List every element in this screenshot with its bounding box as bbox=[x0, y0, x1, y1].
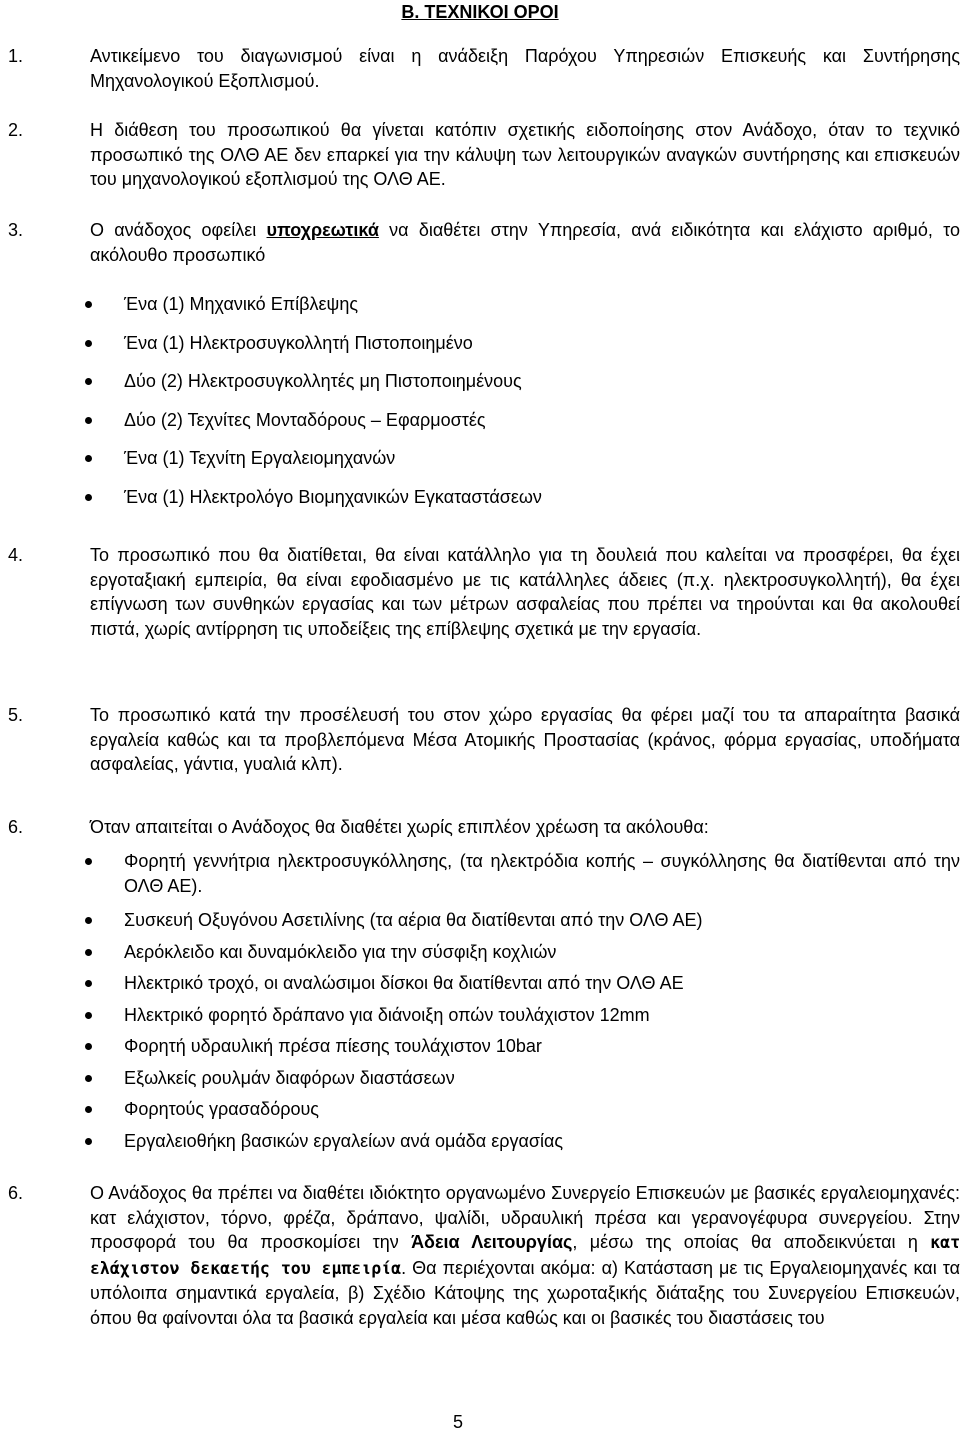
bullet-icon bbox=[85, 378, 92, 385]
bullet-icon bbox=[85, 417, 92, 424]
list-item bbox=[0, 408, 960, 447]
list-item bbox=[0, 485, 960, 524]
clause-number: 6. bbox=[8, 817, 24, 837]
list-item-text: Φορητή υδραυλική πρέσα πίεσης τουλάχιστον 10bar bbox=[124, 1036, 542, 1056]
clause-text: Η διάθεση του προσωπικού θα γίνεται κατόπιν σχετικής ειδοποίησης στον Ανάδοχο, όταν το τεχνικό προσωπικό της ΟΛΘ ΑΕ δεν επαρκεί για την κάλυψη των λειτουργικών αναγκών συντήρησης και επισκευών του μηχανολογικού εξοπλισμού της ΟΛΘ ΑΕ. bbox=[90, 120, 960, 189]
equipment-list bbox=[0, 849, 960, 1160]
clause-text: Όταν απαιτείται ο Ανάδοχος θα διαθέτει χωρίς επιπλέον χρέωση τα ακόλουθα: bbox=[90, 817, 709, 837]
clause-6 bbox=[8, 815, 960, 840]
list-item-text: Ένα (1) Τεχνίτη Εργαλειομηχανών bbox=[124, 448, 396, 468]
clause-number: 4. bbox=[8, 545, 24, 565]
list-item-text: Φορητή γεννήτρια ηλεκτροσυγκόλλησης, (τα ηλεκτρόδια κοπής – συγκόλλησης θα διατίθενται από την ΟΛΘ ΑΕ). bbox=[124, 851, 960, 896]
list-item-text: Δύο (2) Τεχνίτες Μονταδόρους – Εφαρμοστές bbox=[124, 409, 486, 430]
list-item-text: Ένα (1) Μηχανικό Επίβλεψης bbox=[124, 294, 359, 314]
clause-text: Το προσωπικό κατά την προσέλευσή του στον χώρο εργασίας θα φέρει μαζί του τα απαραίτητα βασικά εργαλεία καθώς και τα προβλεπόμενα Μέσα Ατομικής Προστασίας (κράνος, φόρμα εργασίας, υποδήματα ασφαλείας, γάντια, γυαλιά κλπ). bbox=[90, 705, 960, 774]
list-item bbox=[0, 971, 960, 1003]
bullet-icon bbox=[85, 917, 92, 924]
bullet-icon bbox=[85, 858, 92, 865]
bullet-icon bbox=[85, 1138, 92, 1145]
clause-text-part: Ο Ανάδοχος θα πρέπει να διαθέτει ιδιόκτητο οργανωμένο Συνεργείο Επισκευών με βασικές εργαλειομηχανές: κατ ελάχιστον, τόρνο, φρέζα, δράπανο, ψαλίδι, υδραυλική πρέσα και γερανογέφυρα συνεργείου. Στην προσφορά του θα προσκομίσει την bbox=[90, 1183, 960, 1252]
bullet-icon bbox=[85, 949, 92, 956]
list-item bbox=[0, 331, 960, 370]
emphasis-text: υποχρεωτικά bbox=[266, 220, 379, 240]
list-item-text: Συσκευή Οξυγόνου Ασετιλίνης (τα αέρια θα διατίθενται από την ΟΛΘ ΑΕ) bbox=[124, 910, 703, 930]
staff-list bbox=[0, 292, 960, 523]
clause-text: Αντικείμενο του διαγωνισμού είναι η ανάδειξη Παρόχου Υπηρεσιών Επισκευής και Συντήρησης Μηχανολογικού Εξοπλισμού. bbox=[90, 46, 960, 91]
list-item-text: Αερόκλειδο και δυναμόκλειδο για την σύσφιξη κοχλιών bbox=[124, 941, 557, 962]
clause-text-part: Ο ανάδοχος οφείλει bbox=[90, 220, 267, 240]
list-item-text: Ένα (1) Ηλεκτροσυγκολλητή Πιστοποιημένο bbox=[124, 332, 473, 353]
bullet-icon bbox=[85, 301, 92, 308]
list-item bbox=[0, 1034, 960, 1066]
list-item bbox=[0, 1129, 960, 1161]
clause-number: 5. bbox=[8, 705, 24, 725]
list-item-text: Φορητούς γρασαδόρους bbox=[124, 1099, 319, 1119]
list-item-text: Εξωλκείς ρουλμάν διαφόρων διαστάσεων bbox=[124, 1067, 455, 1088]
clause-number: 3. bbox=[8, 220, 24, 240]
list-item bbox=[0, 1066, 960, 1098]
list-item bbox=[0, 1097, 960, 1129]
page-number: 5 bbox=[452, 1412, 463, 1432]
list-item bbox=[0, 908, 960, 940]
section-heading: Β. ΤΕΧΝΙΚΟΙ ΟΡΟΙ bbox=[401, 2, 559, 22]
list-item-text: Δύο (2) Ηλεκτροσυγκολλητές μη Πιστοποιημένους bbox=[124, 371, 522, 391]
list-item bbox=[0, 369, 960, 408]
list-item-text: Ηλεκτρικό φορητό δράπανο για διάνοιξη οπών τουλάχιστον 12mm bbox=[124, 1004, 650, 1025]
bullet-icon bbox=[85, 494, 92, 501]
clause-text bbox=[90, 218, 960, 267]
bullet-icon bbox=[85, 1043, 92, 1050]
list-item bbox=[0, 292, 960, 331]
bullet-icon bbox=[85, 455, 92, 462]
clause-text bbox=[90, 1181, 960, 1330]
clause-text-part: . Θα περιέχονται ακόμα: α) Κατάσταση με τις Εργαλειομηχανές και τα υπόλοιπα σημαντικά εργαλεία, β) Σχέδιο Κάτοψης της χωροταξικής διάταξης του Συνεργείου Επισκευών, όπου θα φαίνονται όλα τα βασικά εργαλεία και μέσα καθώς και οι βασικές του διαστάσεις του bbox=[90, 1257, 960, 1328]
list-item-text: Εργαλειοθήκη βασικών εργαλείων ανά ομάδα εργασίας bbox=[124, 1130, 564, 1151]
bullet-icon bbox=[85, 340, 92, 347]
clause-2 bbox=[8, 118, 960, 192]
clause-1 bbox=[8, 44, 960, 93]
bold-text: Άδεια Λειτουργίας bbox=[411, 1232, 573, 1252]
clause-number: 1. bbox=[8, 46, 24, 66]
clause-text-part: , μέσω της οποίας θα αποδεικνύεται η bbox=[572, 1232, 931, 1252]
bullet-icon bbox=[85, 1012, 92, 1019]
clause-6b bbox=[8, 1181, 960, 1330]
bold-text: κατ ελάχιστον δεκαετής του εμπειρία bbox=[90, 1233, 960, 1278]
bullet-icon bbox=[85, 1106, 92, 1113]
clause-5 bbox=[8, 703, 960, 777]
clause-text: Το προσωπικό που θα διατίθεται, θα είναι κατάλληλο για τη δουλειά που καλείται να προσφέρει, θα έχει εργοταξιακή εμπειρία, θα είναι εφοδιασμένο με τις κατάλληλες άδειες (π.χ. ηλεκτροσυγκολλητή), θα έχει επίγνωση των συνθηκών εργασίας και των μέτρων ασφαλείας που πρέπει να τηρούνται και θα ακολουθεί πιστά, χωρίς αντίρρηση τις υποδείξεις της επίβλεψης σχετικά με την εργασία. bbox=[90, 545, 960, 639]
list-item bbox=[0, 849, 960, 908]
list-item bbox=[0, 1003, 960, 1035]
clause-3 bbox=[8, 218, 960, 267]
bullet-icon bbox=[85, 980, 92, 987]
clause-number: 2. bbox=[8, 120, 24, 140]
list-item-text: Ηλεκτρικό τροχό, οι αναλώσιμοι δίσκοι θα διατίθενται από την ΟΛΘ ΑΕ bbox=[124, 973, 684, 993]
clause-text-part: να διαθέτει στην Υπηρεσία, ανά ειδικότητα και ελάχιστο αριθμό, το ακόλουθο προσωπικό bbox=[90, 220, 960, 265]
list-item bbox=[0, 446, 960, 485]
clause-number: 6. bbox=[8, 1183, 24, 1203]
list-item-text: Ένα (1) Ηλεκτρολόγο Βιομηχανικών Εγκαταστάσεων bbox=[124, 486, 542, 507]
list-item bbox=[0, 940, 960, 972]
bullet-icon bbox=[85, 1075, 92, 1082]
clause-4 bbox=[8, 543, 960, 641]
